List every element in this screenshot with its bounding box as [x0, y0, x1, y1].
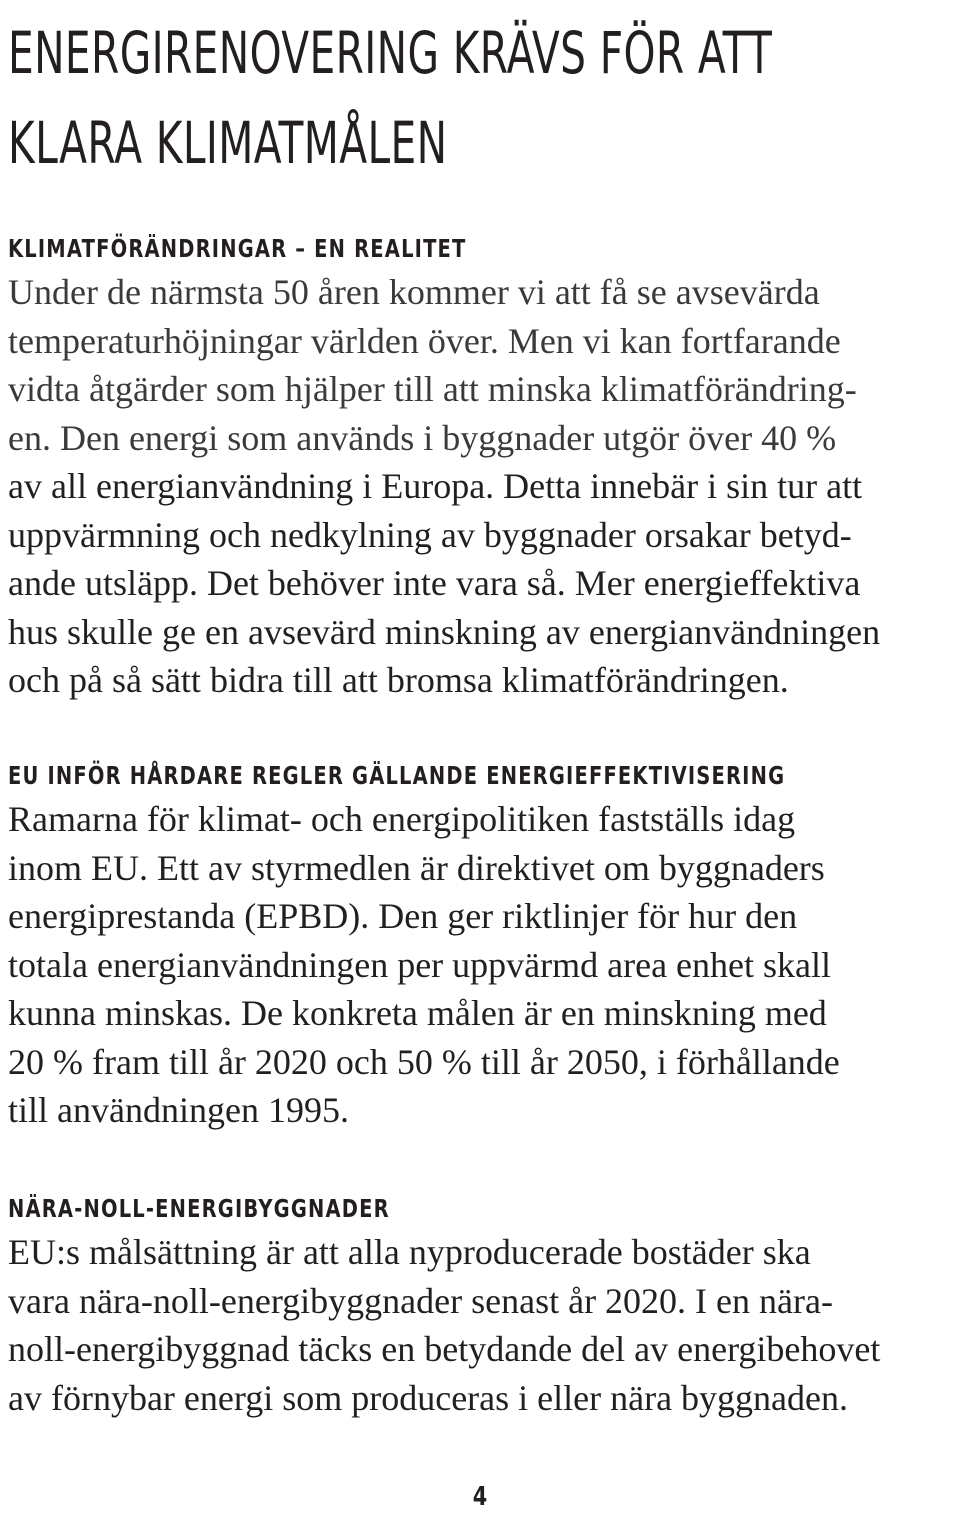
paragraph-line: vara nära-noll-energibyggnader senast år 2020. I en nära-: [8, 1280, 833, 1321]
section-eu-regulations: [8, 757, 960, 1135]
section-heading: NÄRA-NOLL-ENERGIBYGGNADER: [8, 1194, 390, 1223]
paragraph-line: av förnybar energi som produceras i eller nära byggnaden.: [8, 1377, 849, 1418]
paragraph-line: noll-energibyggnad täcks en betydande del av energibehovet: [8, 1329, 881, 1369]
section-near-zero-buildings: [8, 1190, 880, 1422]
paragraph-line: vidta åtgärder som hjälper till att minska klimatförändring-: [8, 369, 857, 409]
section-paragraph: [8, 1228, 880, 1422]
section-heading: KLIMATFÖRÄNDRINGAR – EN REALITET: [8, 234, 467, 263]
section-climate-change: [8, 230, 880, 705]
paragraph-line: en. Den energi som används i byggnader utgör över 40 %: [8, 417, 837, 458]
page-number: 4: [472, 1482, 488, 1512]
paragraph-line: EU:s målsättning är att alla nyproducerade bostäder ska: [8, 1232, 811, 1272]
paragraph-line: till användningen 1995.: [8, 1090, 349, 1130]
paragraph-line: av all energianvändning i Europa. Detta innebär i sin tur att: [8, 466, 863, 506]
paragraph-line: 20 % fram till år 2020 och 50 % till år 2050, i förhållande: [8, 1041, 840, 1082]
section-paragraph: [8, 795, 960, 1135]
title-line: KLARA KLIMATMÅLEN: [8, 109, 448, 177]
title-line: ENERGIRENOVERING KRÄVS FÖR ATT: [8, 19, 773, 87]
paragraph-line: energiprestanda (EPBD). Den ger riktlinjer för hur den: [8, 896, 798, 936]
paragraph-line: och på så sätt bidra till att bromsa klimatförändringen.: [8, 660, 789, 700]
paragraph-line: kunna minskas. De konkreta målen är en minskning med: [8, 993, 827, 1033]
paragraph-line: ande utsläpp. Det behöver inte vara så. Mer energieffektiva: [8, 563, 861, 603]
section-paragraph: [8, 268, 880, 705]
paragraph-line: Under de närmsta 50 åren kommer vi att få se avsevärda: [8, 272, 820, 312]
paragraph-line: uppvärmning och nedkylning av byggnader orsakar betyd-: [8, 514, 852, 555]
paragraph-line: totala energianvändningen per uppvärmd area enhet skall: [8, 944, 832, 985]
paragraph-line: Ramarna för klimat- och energipolitiken fastställs idag: [8, 799, 796, 839]
title-block: [8, 0, 960, 188]
paragraph-line: hus skulle ge en avsevärd minskning av energianvändningen: [8, 611, 881, 652]
paragraph-line: temperaturhöjningar världen över. Men vi kan fortfarande: [8, 320, 841, 361]
page-title: [8, 0, 772, 188]
paragraph-line: inom EU. Ett av styrmedlen är direktivet om byggnaders: [8, 847, 825, 888]
section-heading: EU INFÖR HÅRDARE REGLER GÄLLANDE ENERGIEFFEKTIVISERING: [8, 761, 786, 790]
